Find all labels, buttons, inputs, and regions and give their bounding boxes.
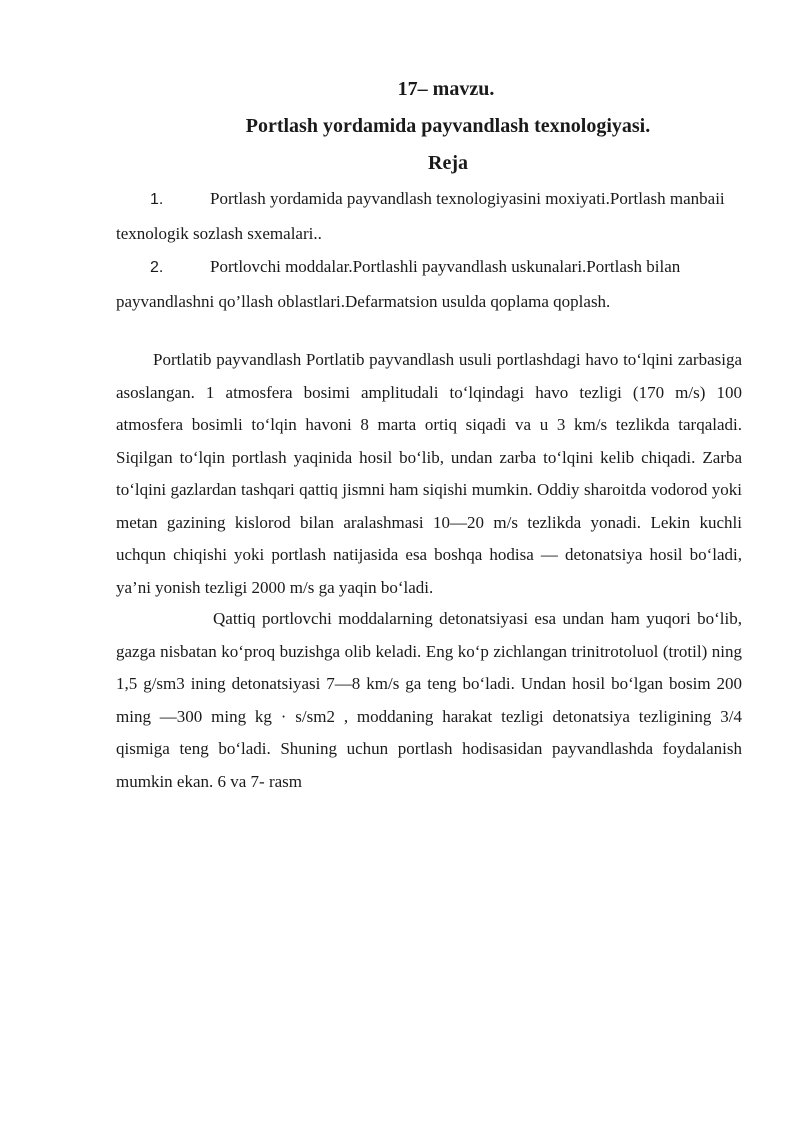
plan-item-text: Portlovchi moddalar.Portlashli payvandlash uskunalari.Portlash bilan payvandlashni qo’llash oblastlari.Defarmatsion usulda qoplama qoplash. xyxy=(116,257,681,311)
topic-heading: 17– mavzu. xyxy=(397,78,495,100)
document-title: Portlash yordamida payvandlash texnologiyasi. xyxy=(245,115,651,137)
plan-item-number: 1. xyxy=(150,191,164,208)
plan-list-item xyxy=(116,250,746,319)
plan-list-item xyxy=(116,182,746,251)
plan-item-number: 2. xyxy=(150,259,164,276)
plan-heading: Reja xyxy=(428,152,468,174)
plan-item-text: Portlash yordamida payvandlash texnologiyasini moxiyati.Portlash manbaii texnologik sozlash sxemalari.. xyxy=(116,189,725,243)
body-paragraph: Qattiq portlovchi moddalarning detonatsiyasi esa undan ham yuqori bo‘lib, gazga nisbatan ko‘proq buzishga olib keladi. Eng ko‘p zichlangan trinitrotoluol (trotil) ning 1,5 g/sm3 ining detonatsiyasi 7—8 km/s ga teng bo‘ladi. Undan hosil bo‘lgan bosim 200 ming —300 ming kg · s/sm2 , moddaning harakat tezligi detonatsiya tezligining 3/4 qismiga teng bo‘ladi. Shuning uchun portlash hodisasidan payvandlashda foydalanish mumkin ekan. 6 va 7- rasm xyxy=(116,609,742,791)
body-paragraph: Portlatib payvandlash Portlatib payvandlash usuli portlashdagi havo to‘lqini zarbasiga asoslangan. 1 atmosfera bosimi amplitudali to‘lqindagi havo tezligi (170 m/s) 100 atmosfera bosimli to‘lqin havoni 8 marta ortiq siqadi va u 3 km/s tezlikda tarqaladi. Siqilgan to‘lqin portlash yaqinida hosil bo‘lib, undan zarba to‘lqini kelib chiqadi. Zarba to‘lqini gazlardan tashqari qattiq jismni ham siqishi mumkin. Oddiy sharoitda vodorod yoki metan gazining kislorod bilan aralashmasi 10—20 m/s tezlikda yonadi. Lekin kuchli uchqun chiqishi yoki portlash natijasida esa boshqa hodisa — detonatsiya hosil bo‘ladi, ya’ni yonish tezligi 2000 m/s ga yaqin bo‘ladi. xyxy=(116,350,742,597)
